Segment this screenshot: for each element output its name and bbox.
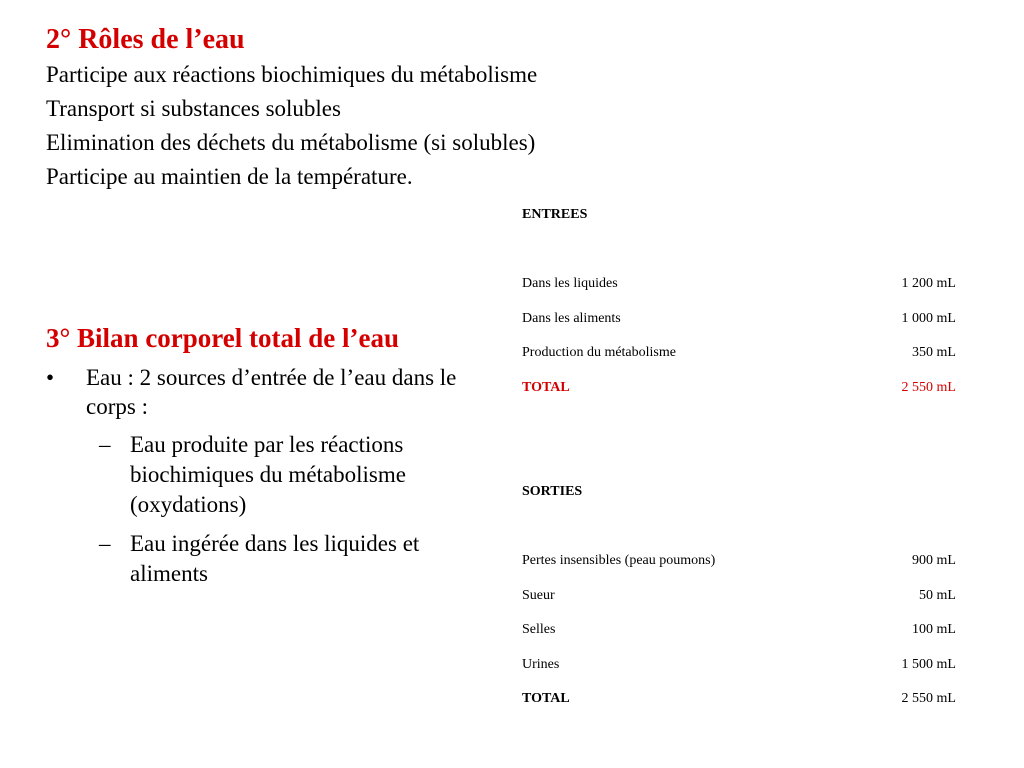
role-line: Participe aux réactions biochimiques du métabolisme [46,62,538,87]
role-line: Transport si substances solubles [46,96,341,121]
table-row [522,613,956,648]
sorties-total-row [522,682,956,717]
table-spacer [522,406,956,441]
section-bilan [46,320,486,589]
total-label: TOTAL [522,691,570,707]
table-row [522,648,956,683]
sub-item-text: Eau ingérée dans les liquides et aliments [130,531,420,586]
row-label: Selles [522,622,556,638]
bullet-item [46,363,486,421]
table-spacer [522,509,956,544]
row-label: Urines [522,656,560,672]
table-spacer [522,233,956,268]
table-row [522,302,956,337]
table-row [522,267,956,302]
row-label: Dans les liquides [522,276,618,292]
role-line: Elimination des déchets du métabolisme (si solubles) [46,130,536,155]
row-label: Production du métabolisme [522,345,676,361]
table-spacer [522,440,956,475]
dash-mark: – [99,531,111,556]
row-value: 100 mL [912,622,956,638]
sub-item-text: Eau produite par les réactions biochimiques du métabolisme (oxydations) [130,432,406,517]
row-label: Pertes insensibles (peau poumons) [522,552,716,568]
row-value: 1 000 mL [901,310,956,326]
row-label: Dans les aliments [522,310,621,326]
dash-mark: – [99,432,111,457]
sorties-header-row [522,475,956,510]
water-balance-table [522,198,956,717]
row-value: 1 200 mL [901,276,956,292]
sub-item [46,430,486,520]
bullet-mark: • [46,365,55,390]
total-value: 2 550 mL [901,379,956,395]
table-row [522,579,956,614]
row-value: 350 mL [912,345,956,361]
sub-item [46,529,486,589]
bullet-text: Eau : 2 sources d’entrée de l’eau dans le corps : [86,365,457,419]
section-bilan-title: 3° Bilan corporel total de l’eau [46,323,400,353]
total-label: TOTAL [522,379,570,395]
entrees-total-row [522,371,956,406]
section-roles-title: 2° Rôles de l’eau [46,24,245,55]
section-roles [46,22,686,194]
row-value: 1 500 mL [901,656,956,672]
table-row [522,544,956,579]
total-value: 2 550 mL [901,691,956,707]
role-line: Participe au maintien de la température. [46,164,413,189]
row-value: 900 mL [912,552,956,568]
entrees-header-row [522,198,956,233]
entrees-header: ENTREES [522,207,588,222]
table-row [522,336,956,371]
row-label: Sueur [522,587,555,603]
row-value: 50 mL [919,587,956,603]
sorties-header: SORTIES [522,483,583,499]
